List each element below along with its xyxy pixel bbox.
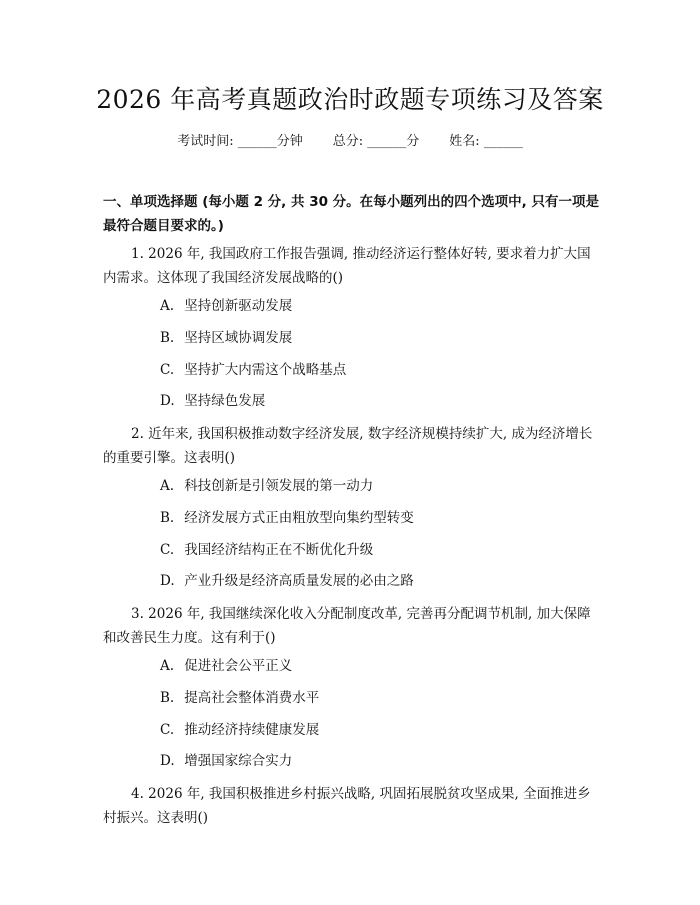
score-blank: ______ bbox=[367, 134, 407, 149]
exam-info-line bbox=[0, 130, 700, 149]
time-unit: 分钟 bbox=[276, 134, 303, 149]
option-text: 坚持创新驱动发展 bbox=[184, 298, 293, 314]
name-blank: ______ bbox=[483, 134, 523, 149]
option-text: 坚持绿色发展 bbox=[184, 393, 266, 409]
option-letter: A. bbox=[160, 658, 175, 674]
option-text: 经济发展方式正由粗放型向集约型转变 bbox=[184, 510, 414, 526]
option-letter: D. bbox=[160, 393, 175, 409]
option-c bbox=[160, 360, 346, 380]
section-title: 一、单项选择题 (每小题 2 分, 共 30 分。在每小题列出的四个选项中, 只有一项是最符合题目要求的。) bbox=[103, 194, 600, 234]
option-text: 科技创新是引领发展的第一动力 bbox=[184, 478, 374, 494]
option-c bbox=[160, 540, 373, 560]
option-letter: B. bbox=[160, 510, 175, 526]
question-stem: 1. 2026 年, 我国政府工作报告强调, 推动经济运行整体好转, 要求着力扩大国内需求。这体现了我国经济发展战略的() bbox=[103, 246, 591, 286]
score-unit: 分 bbox=[406, 134, 420, 149]
option-a bbox=[160, 656, 292, 676]
option-b bbox=[160, 508, 414, 528]
option-letter: A. bbox=[160, 478, 175, 494]
option-c bbox=[160, 720, 319, 740]
score-label: 总分: bbox=[332, 134, 364, 149]
option-b bbox=[160, 688, 319, 708]
option-text: 提高社会整体消费水平 bbox=[184, 690, 320, 706]
question-stem: 3. 2026 年, 我国继续深化收入分配制度改革, 完善再分配调节机制, 加大保障和改善民生力度。这有利于() bbox=[103, 606, 591, 646]
name-label: 姓名: bbox=[449, 134, 480, 149]
option-text: 推动经济持续健康发展 bbox=[184, 722, 320, 738]
time-blank: ______ bbox=[237, 134, 277, 149]
question-stem: 2. 近年来, 我国积极推动数字经济发展, 数字经济规模持续扩大, 成为经济增长的重要引擎。这表明() bbox=[103, 426, 593, 466]
option-d bbox=[160, 391, 265, 411]
option-letter: C. bbox=[160, 722, 175, 738]
option-d bbox=[160, 571, 414, 591]
option-text: 增强国家综合实力 bbox=[184, 753, 293, 769]
option-letter: B. bbox=[160, 330, 175, 346]
option-letter: B. bbox=[160, 690, 175, 706]
page-title: 2026 年高考真题政治时政题专项练习及答案 bbox=[96, 85, 604, 114]
option-a bbox=[160, 476, 373, 496]
option-letter: D. bbox=[160, 753, 175, 769]
option-text: 我国经济结构正在不断优化升级 bbox=[184, 542, 374, 558]
option-a bbox=[160, 296, 292, 316]
option-text: 坚持区域协调发展 bbox=[184, 330, 293, 346]
option-text: 坚持扩大内需这个战略基点 bbox=[184, 362, 347, 378]
option-letter: D. bbox=[160, 573, 175, 589]
option-text: 促进社会公平正义 bbox=[184, 658, 293, 674]
option-d bbox=[160, 751, 292, 771]
option-text: 产业升级是经济高质量发展的必由之路 bbox=[184, 573, 414, 589]
option-letter: A. bbox=[160, 298, 175, 314]
question-stem: 4. 2026 年, 我国积极推进乡村振兴战略, 巩固拓展脱贫攻坚成果, 全面推进乡村振兴。这表明() bbox=[103, 786, 591, 826]
time-label: 考试时间: bbox=[177, 134, 234, 149]
option-letter: C. bbox=[160, 362, 175, 378]
option-letter: C. bbox=[160, 542, 175, 558]
option-b bbox=[160, 328, 292, 348]
